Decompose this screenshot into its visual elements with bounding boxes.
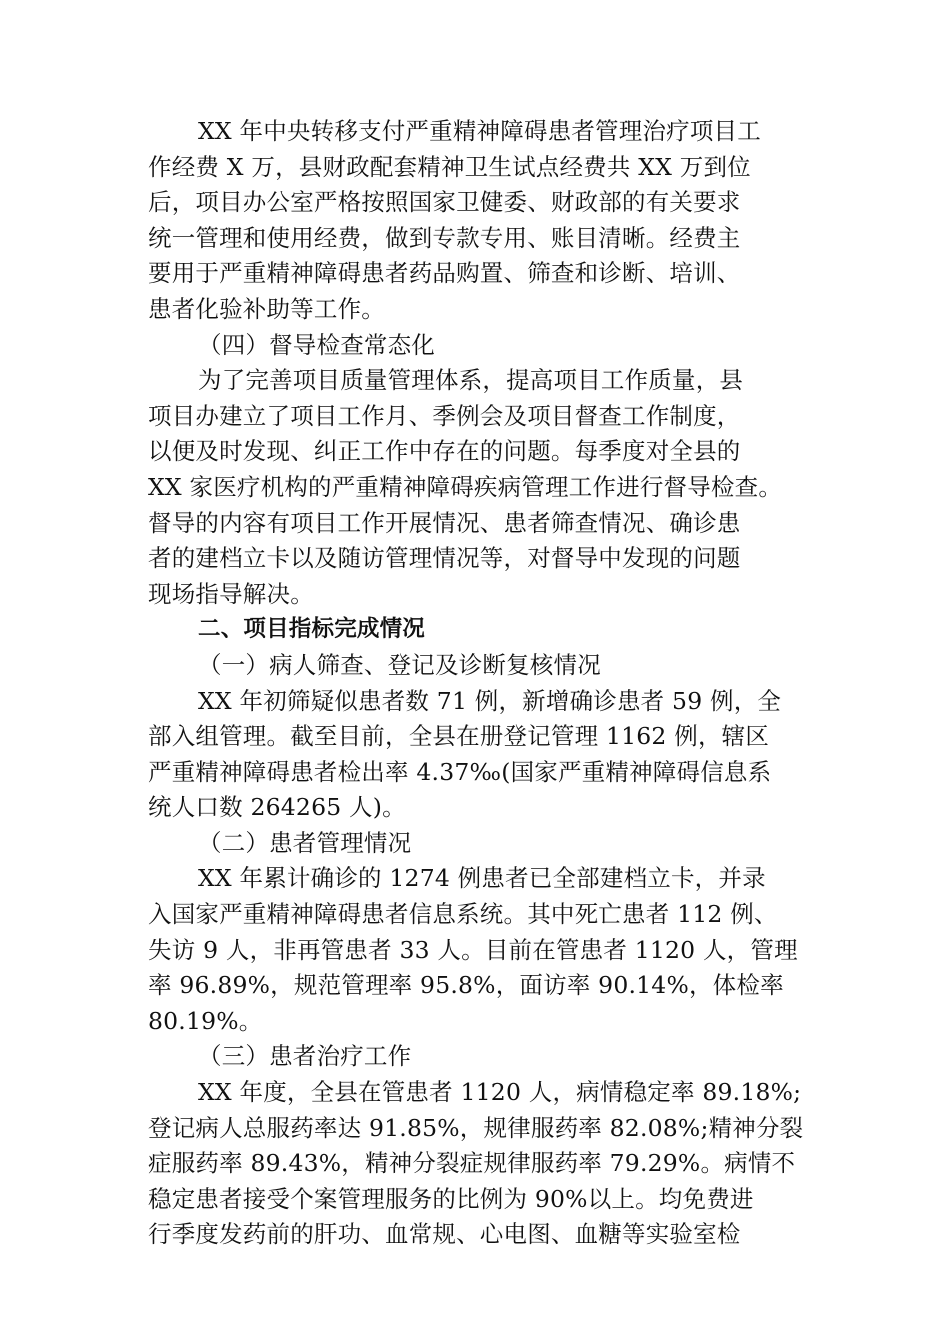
text-line: 症服药率 89.43%，精神分裂症规律服药率 79.29%。病情不 bbox=[148, 1149, 796, 1178]
text-line: XX 年累计确诊的 1274 例患者已全部建档立卡，并录 bbox=[198, 864, 766, 893]
text-line: 要用于严重精神障碍患者药品购置、筛查和诊断、培训、 bbox=[148, 259, 741, 288]
text-line: 部入组管理。截至目前，全县在册登记管理 1162 例，辖区 bbox=[148, 722, 770, 751]
text-line: 后，项目办公室严格按照国家卫健委、财政部的有关要求 bbox=[148, 188, 741, 217]
text-line: 者的建档立卡以及随访管理情况等，对督导中发现的问题 bbox=[148, 544, 741, 573]
text-line: 督导的内容有项目工作开展情况、患者筛查情况、确诊患 bbox=[148, 508, 741, 537]
text-line: 为了完善项目质量管理体系，提高项目工作质量，县 bbox=[198, 366, 744, 395]
text-line: XX 年中央转移支付严重精神障碍患者管理治疗项目工 bbox=[198, 117, 761, 145]
text-line: 失访 9 人，非再管患者 33 人。目前在管患者 1120 人，管理 bbox=[148, 935, 798, 964]
text-line: 行季度发药前的肝功、血常规、心电图、血糖等实验室检 bbox=[148, 1220, 741, 1249]
text-line: （三）患者治疗工作 bbox=[198, 1042, 412, 1071]
section-heading: 二、项目指标完成情况 bbox=[198, 616, 426, 643]
text-line: 登记病人总服药率达 91.85%，规律服药率 82.08%;精神分裂 bbox=[148, 1113, 804, 1142]
text-line: 患者化验补助等工作。 bbox=[148, 294, 385, 323]
text-line: 统人口数 264265 人)。 bbox=[148, 793, 406, 822]
text-line: XX 年度，全县在管患者 1120 人，病情稳定率 89.18%; bbox=[198, 1078, 802, 1107]
text-line: 稳定患者接受个案管理服务的比例为 90%以上。均免费进 bbox=[148, 1184, 754, 1213]
text-line: 作经费 X 万，县财政配套精神卫生试点经费共 XX 万到位 bbox=[148, 152, 751, 181]
text-line: 80.19%。 bbox=[148, 1006, 263, 1035]
text-line: 严重精神障碍患者检出率 4.37‰(国家严重精神障碍信息系 bbox=[148, 757, 772, 786]
text-line: 率 96.89%，规范管理率 95.8%，面访率 90.14%，体检率 bbox=[148, 971, 784, 1000]
text-line: 以便及时发现、纠正工作中存在的问题。每季度对全县的 bbox=[148, 437, 741, 466]
text-line: 项目办建立了项目工作月、季例会及项目督查工作制度， bbox=[148, 401, 741, 430]
document-body bbox=[148, 114, 808, 1253]
text-line: （四）督导检查常态化 bbox=[198, 330, 435, 359]
text-line: 入国家严重精神障碍患者信息系统。其中死亡患者 112 例、 bbox=[148, 900, 778, 929]
text-line: 现场指导解决。 bbox=[148, 579, 314, 608]
text-line: 统一管理和使用经费，做到专款专用、账目清晰。经费主 bbox=[148, 223, 741, 252]
text-line: （一）病人筛查、登记及诊断复核情况 bbox=[198, 650, 601, 679]
text-line: XX 家医疗机构的严重精神障碍疾病管理工作进行督导检查。 bbox=[148, 472, 783, 501]
text-line: （二）患者管理情况 bbox=[198, 828, 412, 857]
text-line: XX 年初筛疑似患者数 71 例，新增确诊患者 59 例，全 bbox=[198, 686, 782, 715]
